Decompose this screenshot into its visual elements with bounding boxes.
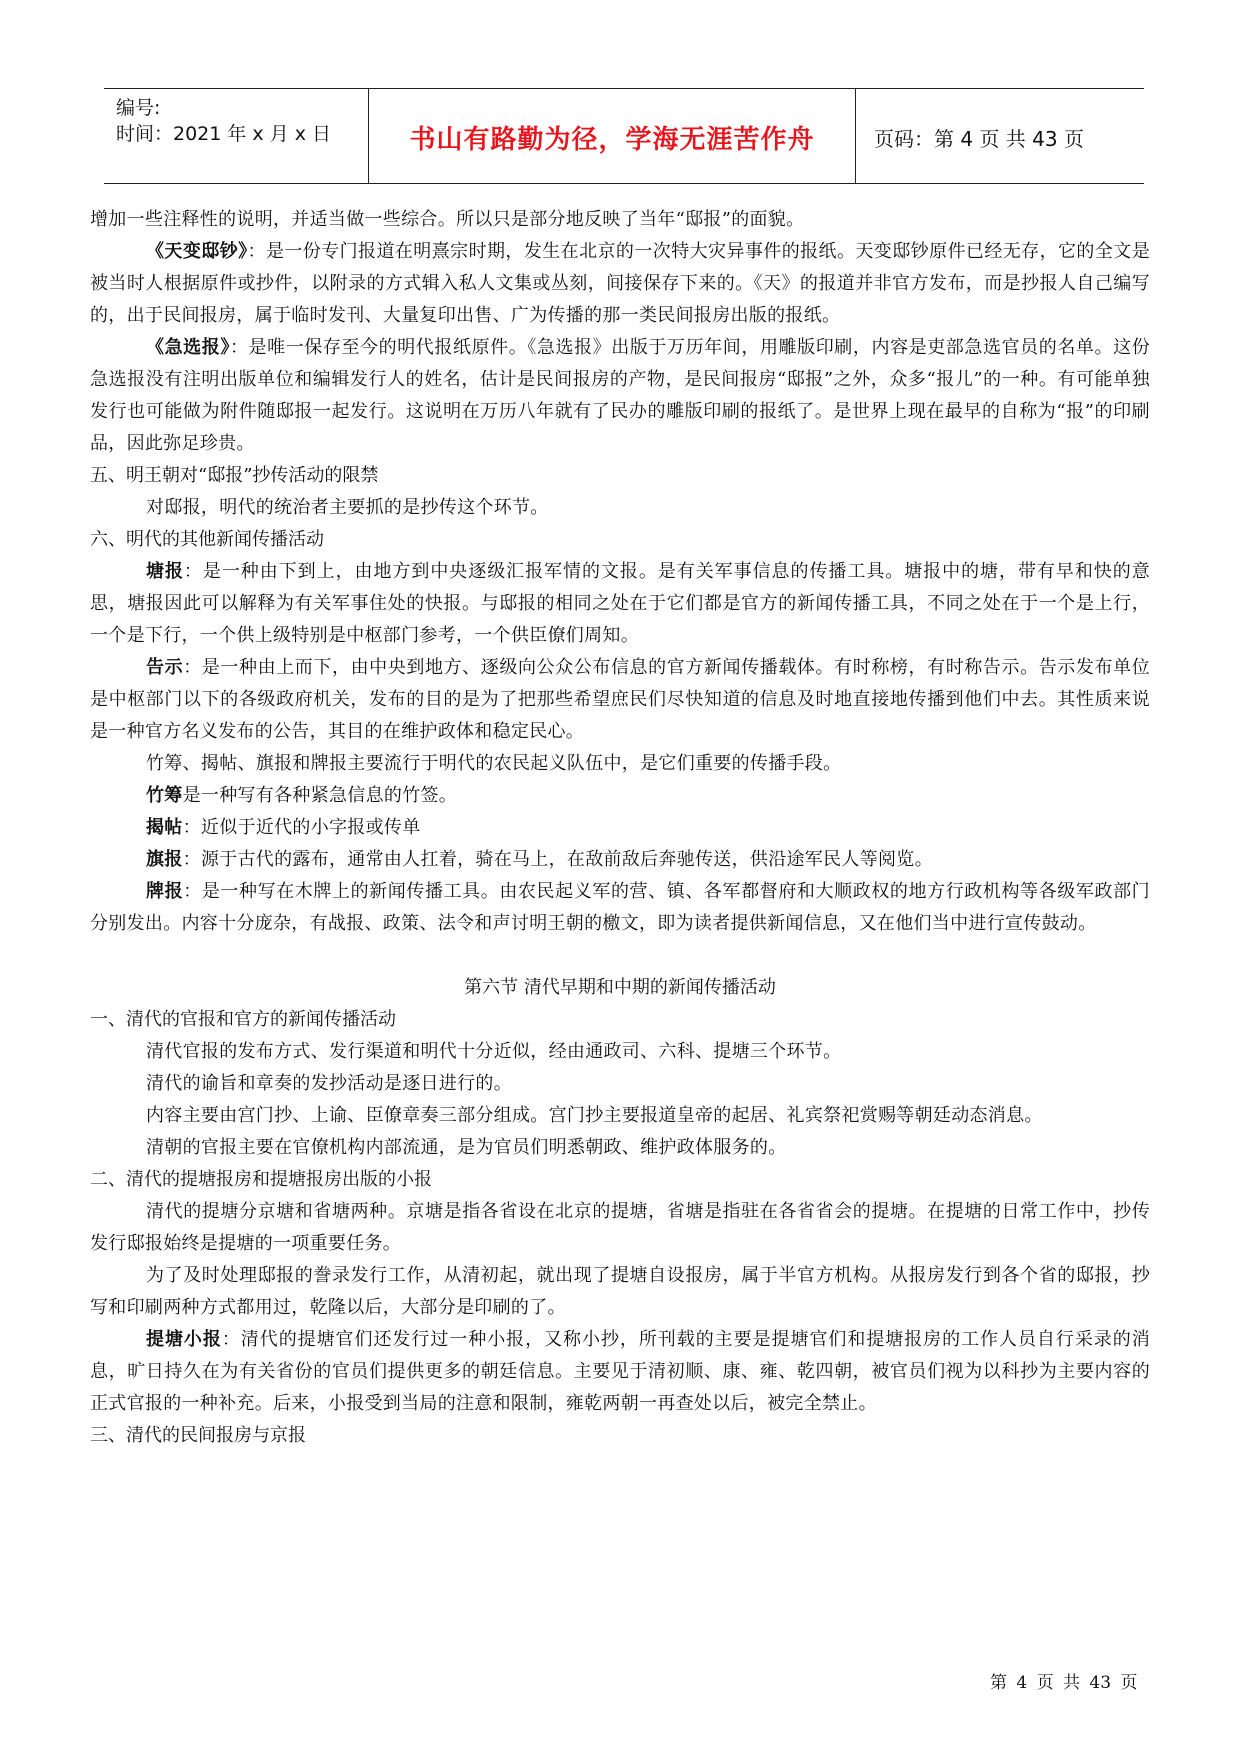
paragraph-tangbao bbox=[90, 556, 1150, 652]
heading-5: 五、明王朝对“邸报”抄传活动的限禁 bbox=[90, 465, 379, 486]
paragraph: 内容主要由宫门抄、上谕、臣僚章奏三部分组成。宫门抄主要报道皇帝的起居、礼宾祭祀赏赐等朝廷动态消息。 bbox=[146, 1105, 1043, 1126]
term-titang-xiaobao: 提塘小报 bbox=[146, 1329, 222, 1350]
paragraph-text: ：是一种由上而下，由中央到地方、逐级向公众公布信息的官方新闻传播载体。有时称榜，有时称告示。告示发布单位是中枢部门以下的各级政府机关，发布的目的是为了把那些希望庶民们尽快知道的信息及时地直接地传播到他们中去。其性质来说是一种官方名义发布的公告，其目的在维护政体和稳定民心。 bbox=[90, 657, 1150, 742]
page-footer: 第 4 页 共 43 页 bbox=[990, 1673, 1138, 1693]
paragraph-qibao bbox=[90, 844, 1150, 876]
paragraph: 增加一些注释性的说明，并适当做一些综合。所以只是部分地反映了当年“邸报”的面貌。 bbox=[90, 209, 805, 230]
heading-1: 一、清代的官报和官方的新闻传播活动 bbox=[90, 1009, 396, 1030]
term-zhuchou: 竹筹 bbox=[146, 785, 183, 806]
document-number-label: 编号: bbox=[116, 97, 161, 119]
heading-6: 六、明代的其他新闻传播活动 bbox=[90, 529, 324, 550]
paragraph-text: ：是一种写在木牌上的新闻传播工具。由农民起义军的营、镇、各军都督府和大顺政权的地方行政机构等各级军政部门分别发出。内容十分庞杂，有战报、政策、法令和声讨明王朝的檄文，即为读者提供新闻信息，又在他们当中进行宣传鼓动。 bbox=[90, 881, 1150, 934]
paragraph-gaoshi bbox=[90, 652, 1150, 748]
paragraph: 清代的提塘分京塘和省塘两种。京塘是指各省设在北京的提塘，省塘是指驻在各省省会的提塘。在提塘的日常工作中，抄传发行邸报始终是提塘的一项重要任务。 bbox=[90, 1201, 1150, 1254]
document-body bbox=[90, 204, 1150, 1452]
paragraph-paibao bbox=[90, 876, 1150, 940]
paragraph-text: ：近似于近代的小字报或传单 bbox=[182, 817, 421, 838]
paragraph: 清代官报的发布方式、发行渠道和明代十分近似，经由通政司、六科、提塘三个环节。 bbox=[146, 1041, 842, 1062]
term-jixuanbao: 《急选报》 bbox=[146, 337, 230, 358]
paragraph: 对邸报，明代的统治者主要抓的是抄传这个环节。 bbox=[146, 497, 549, 518]
paragraph-zhuchou bbox=[90, 780, 1150, 812]
term-tianbian: 《天变邸钞》 bbox=[146, 241, 248, 262]
paragraph-text: 是一种写有各种紧急信息的竹签。 bbox=[182, 785, 458, 806]
term-paibao: 牌报 bbox=[146, 881, 184, 902]
paragraph-jietie bbox=[90, 812, 1150, 844]
term-jietie: 揭帖 bbox=[146, 817, 183, 838]
paragraph: 竹筹、揭帖、旗报和牌报主要流行于明代的农民起义队伍中，是它们重要的传播手段。 bbox=[146, 753, 842, 774]
header-page-label: 页码：第 4 页 共 43 页 bbox=[874, 127, 1084, 151]
heading-3: 三、清代的民间报房与京报 bbox=[90, 1425, 306, 1446]
document-time-label: 时间：2021 年 x 月 x 日 bbox=[116, 123, 332, 145]
paragraph-text: ：源于古代的露布，通常由人扛着，骑在马上，在敌前敌后奔驰传送，供沿途军民人等阅览。 bbox=[182, 849, 933, 870]
paragraph: 为了及时处理邸报的誊录发行工作，从清初起，就出现了提塘自设报房，属于半官方机构。从报房发行到各个省的邸报，抄写和印刷两种方式都用过，乾隆以后，大部分是印刷的了。 bbox=[90, 1265, 1150, 1318]
header-motto: 书山有路勤为径，学海无涯苦作舟 bbox=[409, 125, 815, 155]
paragraph: 清朝的官报主要在官僚机构内部流通，是为官员们明悉朝政、维护政体服务的。 bbox=[146, 1137, 787, 1158]
term-gaoshi: 告示 bbox=[146, 657, 184, 678]
header-right-cell bbox=[856, 89, 1144, 183]
paragraph-text: ：是一份专门报道在明熹宗时期，发生在北京的一次特大灾异事件的报纸。天变邸钞原件已经无存，它的全文是被当时人根据原件或抄件，以附录的方式辑入私人文集或丛刻，间接保存下来的。《天》的报道并非官方发布，而是抄报人自己编写的，出于民间报房，属于临时发刊、大量复印出售、广为传播的那一类民间报房出版的报纸。 bbox=[90, 241, 1150, 326]
page-header bbox=[104, 88, 1144, 184]
paragraph-text: ：是一种由下到上，由地方到中央逐级汇报军情的文报。是有关军事信息的传播工具。塘报中的塘，带有早和快的意思，塘报因此可以解释为有关军事住处的快报。与邸报的相同之处在于它们都是官方的新闻传播工具，不同之处在于一个是上行，一个是下行，一个供上级特别是中枢部门参考，一个供臣僚们周知。 bbox=[90, 561, 1150, 646]
header-middle-cell bbox=[369, 89, 856, 183]
paragraph-titang-xiaobao bbox=[90, 1324, 1150, 1420]
heading-2: 二、清代的提塘报房和提塘报房出版的小报 bbox=[90, 1169, 432, 1190]
paragraph-text: ：清代的提塘官们还发行过一种小报，又称小抄，所刊载的主要是提塘官们和提塘报房的工作人员自行采录的消息，旷日持久在为有关省份的官员们提供更多的朝廷信息。主要见于清初顺、康、雍、乾四朝，被官员们视为以科抄为主要内容的正式官报的一种补充。后来，小报受到当局的注意和限制，雍乾两朝一再查处以后，被完全禁止。 bbox=[90, 1329, 1150, 1414]
term-tangbao: 塘报 bbox=[146, 561, 184, 582]
paragraph-tianbian bbox=[90, 236, 1150, 332]
term-qibao: 旗报 bbox=[146, 849, 183, 870]
paragraph: 清代的谕旨和章奏的发抄活动是逐日进行的。 bbox=[146, 1073, 512, 1094]
paragraph-text: ：是唯一保存至今的明代报纸原件。《急选报》出版于万历年间，用雕版印刷，内容是吏部急选官员的名单。这份急选报没有注明出版单位和编辑发行人的姓名，估计是民间报房的产物，是民间报房“邸报”之外，众多“报儿”的一种。有可能单独发行也可能做为附件随邸报一起发行。这说明在万历八年就有了民办的雕版印刷的报纸了。是世界上现在最早的自称为“报”的印刷品，因此弥足珍贵。 bbox=[90, 337, 1150, 454]
header-left-cell bbox=[104, 89, 369, 183]
paragraph-jixuanbao bbox=[90, 332, 1150, 460]
section-title: 第六节 清代早期和中期的新闻传播活动 bbox=[464, 977, 776, 998]
